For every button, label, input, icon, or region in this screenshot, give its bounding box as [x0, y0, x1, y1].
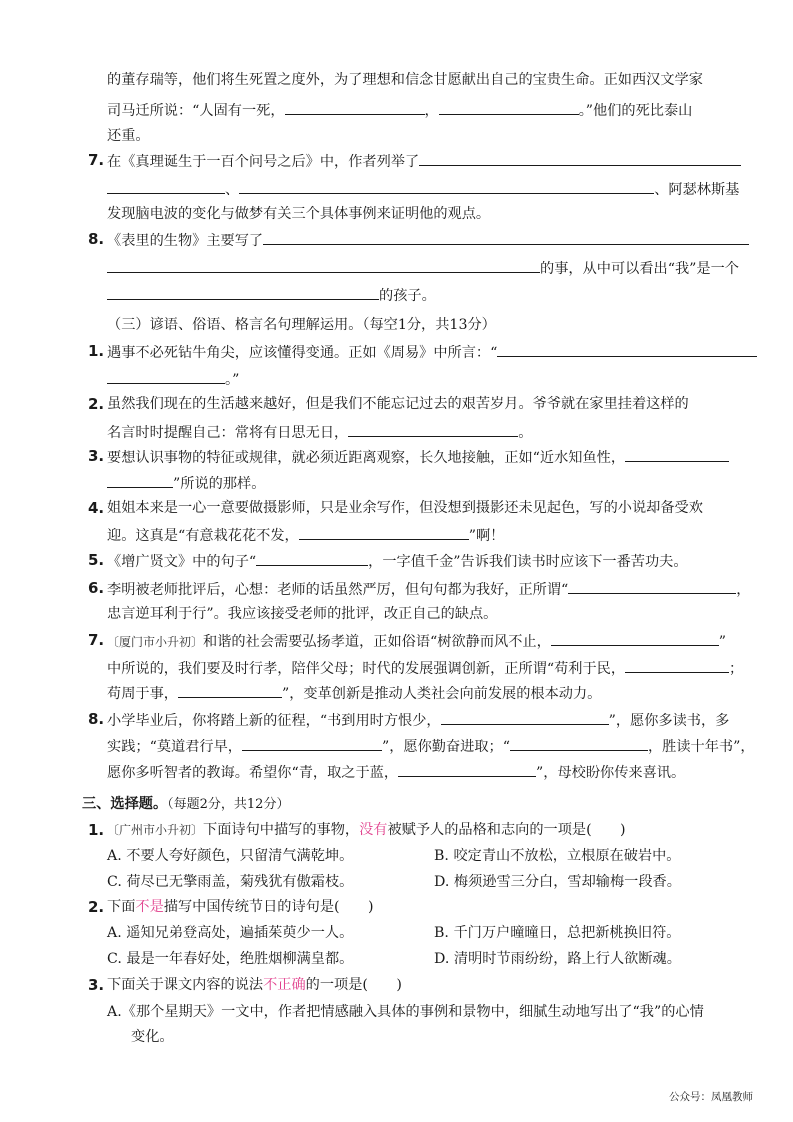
question-text: 下面不是描写中国传统节日的诗句是( )	[107, 899, 374, 915]
question-text: 《增广贤文》中的句子“ ，一字值千金”告诉我们读书时应该下一番苦功夫。	[107, 550, 688, 572]
question-number: 2.	[88, 898, 105, 916]
question-text: 小学毕业后，你将踏上新的征程，“书到用时方恨少， ”，愿你多读书，多	[107, 709, 729, 731]
answer-blank[interactable]	[239, 178, 654, 194]
question-number: 2.	[88, 395, 105, 413]
question-text: 发现脑电波的变化与做梦有关三个具体事例来证明他的观点。	[107, 206, 491, 222]
option-c[interactable]: C. 荷尽已无擎雨盖，菊残犹有傲霜枝。	[107, 874, 354, 890]
question-number: 1.	[88, 342, 105, 360]
text-line: 的董存瑞等，他们将生死置之度外，为了理想和信念甘愿献出自己的宝贵生命。正如西汉文学家	[107, 72, 703, 88]
answer-blank[interactable]	[107, 178, 225, 194]
answer-blank[interactable]	[285, 99, 425, 115]
question-number: 8.	[88, 230, 105, 248]
answer-blank[interactable]	[398, 761, 536, 777]
option-d[interactable]: D. 梅须逊雪三分白，雪却输梅一段香。	[434, 874, 681, 890]
option-a[interactable]: A. 不要人夸好颜色，只留清气满乾坤。	[107, 848, 354, 864]
answer-blank[interactable]	[348, 421, 518, 437]
answer-blank[interactable]	[107, 284, 379, 300]
option-a[interactable]: A.《那个星期天》一文中，作者把情感融入具体的事例和景物中，细腻生动地写出了“我”的心情	[107, 1004, 704, 1020]
text-line: 司马迁所说：“人固有一死， ， 。”他们的死比泰山	[107, 99, 692, 121]
answer-blank[interactable]	[625, 446, 729, 462]
answer-blank[interactable]	[439, 99, 579, 115]
question-text: 遇事不必死钻牛角尖，应该懂得变通。正如《周易》中所言：“	[107, 341, 757, 363]
question-text: 实践；“莫道君行早， ”，愿你勤奋进取；“ ，胜读十年书”，	[107, 735, 755, 757]
option-a[interactable]: A. 遥知兄弟登高处，遍插茱萸少一人。	[107, 925, 354, 941]
answer-blank[interactable]	[441, 709, 609, 725]
footer-credit: 公众号：凤凰教师	[669, 1091, 753, 1103]
question-text: 要想认识事物的特征或规律，就必须近距离观察，长久地接触，正如“近水知鱼性，	[107, 446, 729, 468]
question-number: 5.	[88, 551, 105, 569]
answer-blank[interactable]	[178, 682, 282, 698]
answer-blank[interactable]	[419, 150, 741, 166]
question-number: 3.	[88, 447, 105, 465]
question-text: 虽然我们现在的生活越来越好，但是我们不能忘记过去的艰苦岁月。爷爷就在家里挂着这样的	[107, 396, 689, 412]
question-text: 《表里的生物》主要写了	[107, 229, 749, 251]
answer-blank[interactable]	[107, 368, 225, 384]
question-text: 姐姐本来是一心一意要做摄影师，只是业余写作，但没想到摄影还未见起色，写的小说却备受欢	[107, 500, 703, 516]
answer-blank[interactable]	[242, 735, 382, 751]
question-text: 迎。这真是“有意栽花花不发， ”啊！	[107, 524, 504, 546]
question-text: 的事，从中可以看出“我”是一个	[107, 257, 739, 279]
answer-blank[interactable]	[263, 229, 749, 245]
answer-blank[interactable]	[625, 657, 729, 673]
answer-blank[interactable]	[497, 341, 757, 357]
answer-blank[interactable]	[568, 578, 736, 594]
option-d[interactable]: D. 清明时节雨纷纷，路上行人欲断魂。	[434, 951, 681, 967]
question-text: 、 、阿瑟林斯基	[107, 178, 739, 200]
question-number: 1.	[88, 821, 105, 839]
question-number: 3.	[88, 976, 105, 994]
text-line: 还重。	[107, 128, 150, 144]
section-header: 三、选择题。（每题2分，共12分）	[82, 796, 290, 812]
question-text: 李明被老师批评后，心想：老师的话虽然严厉，但句句都为我好，正所谓“ ，	[107, 578, 750, 600]
question-text: 在《真理诞生于一百个问号之后》中，作者列举了	[107, 150, 741, 172]
question-text: 忠言逆耳利于行”。我应该接受老师的批评，改正自己的缺点。	[107, 606, 498, 622]
section-header: （三）谚语、俗语、格言名句理解运用。（每空1分，共13分）	[107, 317, 496, 333]
question-text: ”所说的那样。	[107, 472, 265, 494]
question-text: 〔厦门市小升初〕和谐的社会需要弘扬孝道，正如俗语“树欲静而风不止， ”	[107, 630, 726, 652]
question-text: 中所说的，我们要及时行孝，陪伴父母；时代的发展强调创新，正所谓“苟利于民， ；	[107, 657, 743, 679]
answer-blank[interactable]	[299, 524, 469, 540]
answer-blank[interactable]	[551, 630, 719, 646]
question-number: 7.	[88, 151, 105, 169]
question-text: 愿你多听智者的教诲。希望你“青，取之于蓝， ”，母校盼你传来喜讯。	[107, 761, 685, 783]
option-a-continued: 变化。	[131, 1029, 174, 1045]
question-text: 名言时时提醒自己：常将有日思无日， 。	[107, 421, 532, 443]
option-b[interactable]: B. 千门万户曈曈日，总把新桃换旧符。	[434, 925, 681, 941]
question-number: 7.	[88, 631, 105, 649]
answer-blank[interactable]	[510, 735, 648, 751]
option-c[interactable]: C. 最是一年春好处，绝胜烟柳满皇都。	[107, 951, 354, 967]
answer-blank[interactable]	[107, 257, 540, 273]
question-number: 6.	[88, 579, 105, 597]
answer-blank[interactable]	[107, 472, 173, 488]
question-number: 4.	[88, 499, 105, 517]
question-text: 的孩子。	[107, 284, 436, 306]
answer-blank[interactable]	[256, 550, 368, 566]
question-text: 苟周于事， ”，变革创新是推动人类社会向前发展的根本动力。	[107, 682, 601, 704]
question-text: 〔广州市小升初〕下面诗句中描写的事物，没有被赋予人的品格和志向的一项是( )	[107, 822, 626, 838]
question-number: 8.	[88, 710, 105, 728]
question-text: 下面关于课文内容的说法不正确的一项是( )	[107, 977, 402, 993]
question-text: 。”	[107, 368, 239, 390]
option-b[interactable]: B. 咬定青山不放松，立根原在破岩中。	[434, 848, 681, 864]
